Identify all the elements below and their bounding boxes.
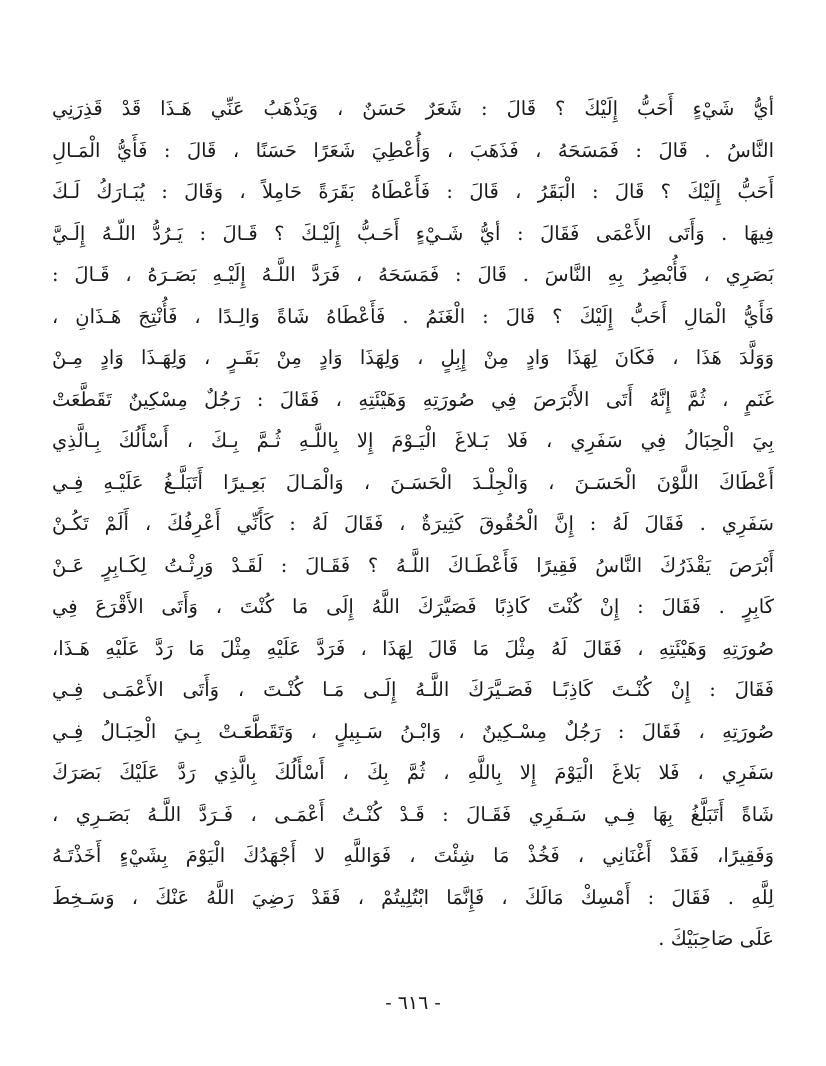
text-line-19: وَفَقِيرًا، فَقَدْ أَغْنَانِي ، فَخُذْ مَا شِئْتَ ، فَوَاللَّهِ لا أَجْهَدُكَ الْيَوْمَ بِشَيْءٍ أَخَذْتَـهُ [52,844,774,867]
text-line-10: أَعْطَاكَ اللَّوْنَ الْحَسَـنَ ، وَالْجِلْـدَ الْحَسَـنَ ، وَالْمَـالَ بَعِـيرًا أَتَبَلَّـغُ عَلَيْـهِ فِـي [52,470,774,494]
text-line-5: بَصَرِي ، فَأُبْصِرُ بِهِ النَّاسَ . قَالَ : فَمَسَحَهُ ، فَرَدَّ اللَّـهُ إِلَيْـهِ بَصَـرَهُ ، قَـالَ : [52,263,774,286]
page-number: - ٦١٦ - [385,992,441,1014]
text-line-7: وَوَلَّدَ هَذَا ، فَكَانَ لِهَذَا وَادٍ مِنْ إِبِلٍ ، وَلِهَذَا وَادٍ مِنْ بَقَـرٍ ، وَلِهَـذَا وَادٍ مِـنْ [52,346,774,369]
text-line-21: عَلَى صَاحِبَيْكَ . [658,927,774,950]
text-line-13: كَابِرٍ . فَقَالَ : إِنْ كُنْتَ كَاذِبًا فَصَيَّرَكَ اللَّهُ إِلَى مَا كُنْتَ ، وَأَتَى الأَقْرَعَ فِي [52,595,774,618]
text-line-18: شَاةً أَتَبَلَّغُ بِهَا فِـي سَـفَرِي فَقَـالَ : قَـدْ كُنْـتُ أَعْمَـى ، فَـرَدَّ اللَّـهُ بَصَـرِي ، [52,802,774,826]
text-line-17: سَفَرِي ، فَلا بَلاغَ الْيَوْمَ إِلا بِاللَّهِ ، ثُمَّ بِكَ ، أَسْأَلُكَ بِالَّذِي رَدَّ عَلَيْكَ بَصَرَكَ [52,761,774,784]
text-line-8: غَنَمٍ ، ثُمَّ إِنَّهُ أَتَى الأَبْرَصَ فِي صُورَتِهِ وَهَيْئَتِهِ ، فَقَالَ : رَجُلٌ مِسْكِينٌ تَقَطَّعَتْ [52,387,774,411]
text-line-3: أَحَبُّ إِلَيْكَ ؟ قَالَ : الْبَقَرُ ، قَالَ : فَأَعْطَاهُ بَقَرَةً حَامِلاً ، وَقَالَ : يُبَـارَكُ لَـكَ [52,180,774,203]
text-line-4: فِيهَا . وَأَتَى الأَعْمَى فَقَالَ : أيُّ شَـيْءٍ أَحَـبُّ إِلَيْـكَ ؟ قَـالَ : يَـرُدُّ اللّـهُ إِلَـيَّ [52,221,774,245]
text-line-14: صُورَتِهِ وَهَيْئَتِهِ ، فَقَالَ لَهُ مِثْلَ مَا قَالَ لِهَذَا ، فَرَدَّ عَلَيْهِ مِثْلَ مَا رَدَّ عَلَيْهِ هَـذَا، [52,636,774,660]
text-line-15: فَقَالَ : إِنْ كُنْـتَ كَاذِبًـا فَصَـيَّرَكَ اللَّـهُ إِلَـى مَـا كُنْـتَ ، وَأَتَى الأَعْمَـى فِـي [52,678,774,701]
text-line-16: صُورَتِهِ ، فَقَالَ : رَجُلٌ مِسْـكِينٌ ، وَابْـنُ سَـبِيلٍ ، وَتَقَطَّعَـتْ بِـيَ الْحِبَـالُ فِـي [52,719,774,743]
body-text [52,88,774,960]
text-line-11: سَفَرِي . فَقَالَ لَهُ : إِنَّ الْحُقُوقَ كَثِيرَةٌ ، فَقَالَ لَهُ : كَأَنِّي أَعْرِفُكَ ، أَلَمْ تَكُـنْ [52,512,774,535]
text-line-2: النَّاسُ . قَالَ : فَمَسَحَهُ ، فَذَهَبَ ، وَأُعْطِيَ شَعَرًا حَسَنًا ، قَالَ : فَأَيُّ الْمَـالِ [52,138,774,162]
text-line-20: لِلَّهِ . فَقَالَ : أَمْسِكْ مَالَكَ ، فَإِنَّمَا ابْتُلِيتُمْ ، فَقَدْ رَضِيَ اللَّهُ عَنْكَ ، وَسَـخِطَ [52,885,774,909]
text-line-6: فَأَيُّ الْمَالِ أَحَبُّ إِلَيْكَ ؟ قَالَ : الْغَنَمُ . فَأَعْطَاهُ شَاةً وَالِـدًا ، فَأُنْتِجَ هَـذَانِ ، [52,304,774,328]
text-line-1: أيُّ شَيْءٍ أَحَبُّ إِلَيْكَ ؟ قَالَ : شَعَرٌ حَسَنٌ ، وَيَذْهَبُ عَنِّي هَـذَا قَدْ قَذِرَنِي [52,97,774,120]
text-line-12: أَبْرَصَ يَقْذَرُكَ النَّاسُ فَقِيرًا فَأَعْطَـاكَ اللَّـهُ ؟ فَقَـالَ : لَقَـدْ وَرِثْـتُ لِكَـابِرٍ عَـنْ [52,553,774,577]
text-line-9: بِيَ الْحِبَالُ فِي سَفَرِي ، فَلا بَـلاغَ الْيَـوْمَ إِلا بِاللَّـهِ ثُـمَّ بِـكَ ، أَسْأَلُكَ بِـالَّذِي [52,429,774,452]
